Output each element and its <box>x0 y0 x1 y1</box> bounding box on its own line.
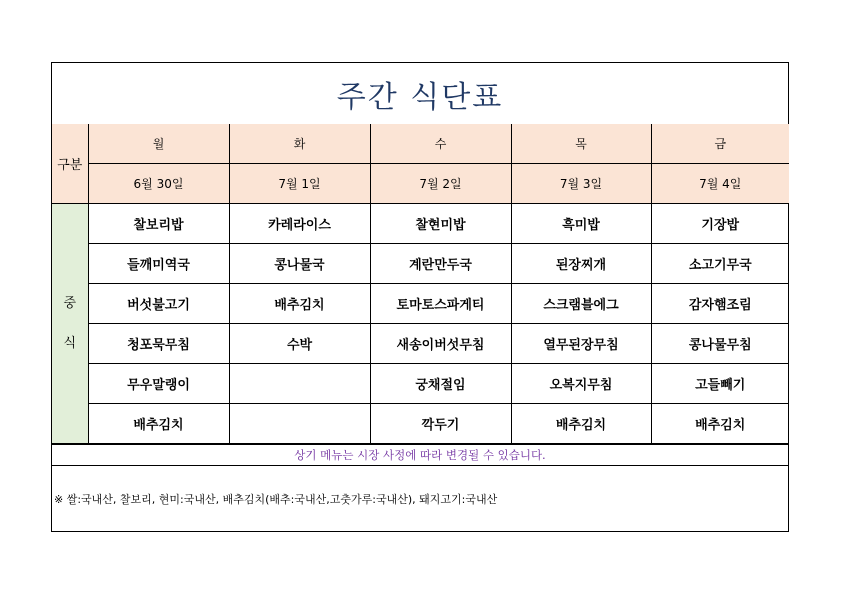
title-row <box>52 63 788 125</box>
menu-cell: 된장찌개 <box>511 244 651 284</box>
menu-cell: 카레라이스 <box>229 204 370 244</box>
day-header-row <box>52 124 789 164</box>
menu-cell: 기장밥 <box>651 204 789 244</box>
menu-cell: 열무된장무침 <box>511 324 651 364</box>
menu-cell: 무우말랭이 <box>88 364 229 404</box>
menu-cell <box>229 404 370 444</box>
menu-cell: 흑미밥 <box>511 204 651 244</box>
menu-cell: 들깨미역국 <box>88 244 229 284</box>
menu-row <box>52 404 789 444</box>
menu-cell: 계란만두국 <box>370 244 511 284</box>
menu-cell: 배추김치 <box>511 404 651 444</box>
menu-table <box>52 124 789 444</box>
menu-cell: 새송이버섯무침 <box>370 324 511 364</box>
notice-row <box>52 444 788 466</box>
menu-cell: 깍두기 <box>370 404 511 444</box>
menu-row <box>52 284 789 324</box>
menu-cell: 배추김치 <box>229 284 370 324</box>
menu-cell: 콩나물무침 <box>651 324 789 364</box>
origin-text: ※ 쌀:국내산, 찰보리, 현미:국내산, 배추김치(배추:국내산,고춧가루:국내산), 돼지고기:국내산 <box>54 493 498 506</box>
notice-text: 상기 메뉴는 시장 사정에 따라 변경될 수 있습니다. <box>294 448 546 462</box>
menu-cell: 궁채절임 <box>370 364 511 404</box>
date-header: 7월 1일 <box>229 164 370 204</box>
date-header-row <box>52 164 789 204</box>
day-header: 수 <box>370 124 511 164</box>
day-header: 금 <box>651 124 789 164</box>
menu-cell <box>229 364 370 404</box>
menu-cell: 청포묵무침 <box>88 324 229 364</box>
day-header: 월 <box>88 124 229 164</box>
menu-cell: 고들빼기 <box>651 364 789 404</box>
menu-sheet <box>51 62 789 532</box>
page-title: 주간 식단표 <box>336 79 504 115</box>
meal-label-char: 중 <box>63 295 77 311</box>
date-header: 7월 4일 <box>651 164 789 204</box>
menu-row <box>52 324 789 364</box>
menu-cell: 소고기무국 <box>651 244 789 284</box>
menu-cell: 배추김치 <box>88 404 229 444</box>
menu-cell: 버섯불고기 <box>88 284 229 324</box>
date-header: 7월 2일 <box>370 164 511 204</box>
menu-cell: 콩나물국 <box>229 244 370 284</box>
day-header: 화 <box>229 124 370 164</box>
menu-cell: 수박 <box>229 324 370 364</box>
origin-row <box>52 466 788 532</box>
date-header: 6월 30일 <box>88 164 229 204</box>
menu-cell: 찰보리밥 <box>88 204 229 244</box>
menu-cell: 배추김치 <box>651 404 789 444</box>
menu-row <box>52 204 789 244</box>
menu-row <box>52 244 789 284</box>
menu-cell: 찰현미밥 <box>370 204 511 244</box>
date-header: 7월 3일 <box>511 164 651 204</box>
meal-label-lunch <box>52 204 88 444</box>
menu-row <box>52 364 789 404</box>
menu-cell: 스크램블에그 <box>511 284 651 324</box>
menu-cell: 감자햄조림 <box>651 284 789 324</box>
meal-label-char: 식 <box>63 335 77 351</box>
menu-cell: 오복지무침 <box>511 364 651 404</box>
category-label: 구분 <box>52 124 88 204</box>
day-header: 목 <box>511 124 651 164</box>
menu-cell: 토마토스파게티 <box>370 284 511 324</box>
